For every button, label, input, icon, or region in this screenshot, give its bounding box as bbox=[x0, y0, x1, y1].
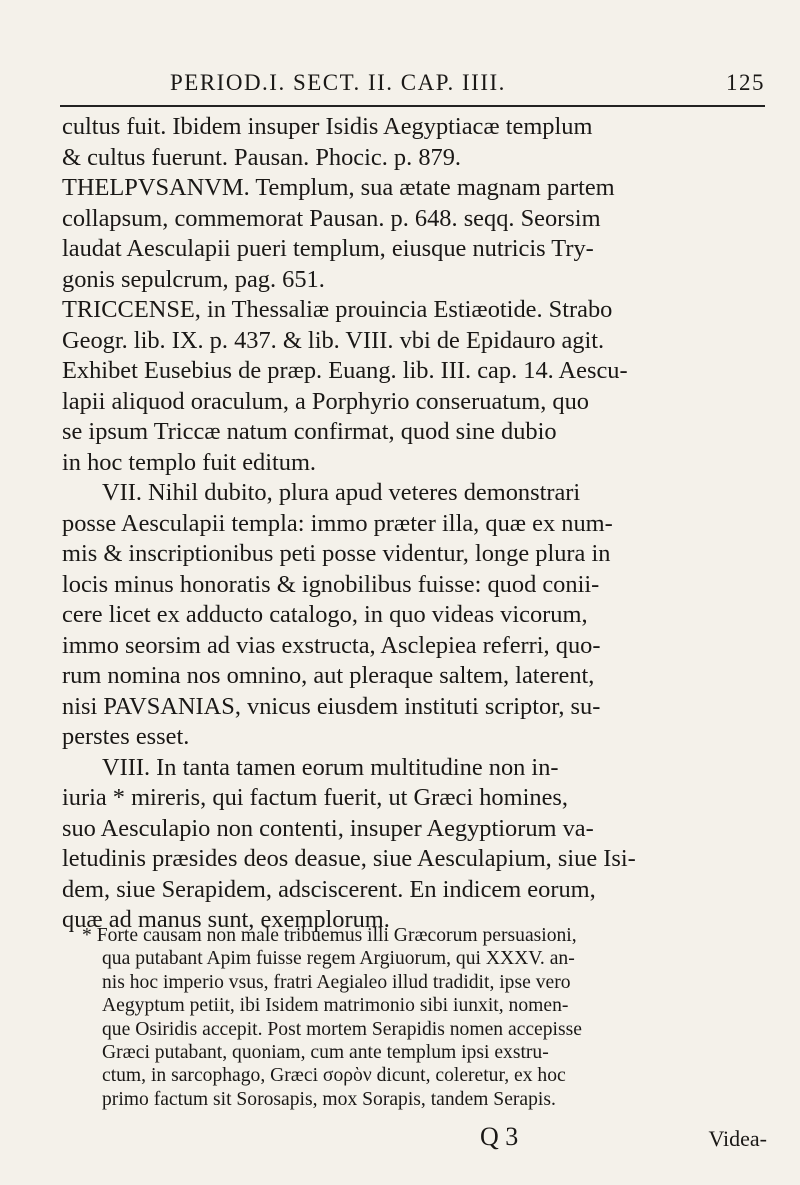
text-line: laudat Aesculapii pueri templum, eiusque nutricis Try- bbox=[62, 235, 594, 262]
text-line: THELPVSANVM. Templum, sua ætate magnam partem bbox=[62, 174, 615, 201]
text-line: cultus fuit. Ibidem insuper Isidis Aegyptiacæ templum bbox=[62, 113, 593, 140]
text-line: suo Aesculapio non contenti, insuper Aegyptiorum va- bbox=[62, 814, 594, 842]
footnote-line: primo factum sit Sorosapis, mox Sorapis, tandem Serapis. bbox=[102, 1088, 556, 1110]
text-line: TRICCENSE, in Thessaliæ prouincia Estiæotide. Strabo bbox=[62, 296, 613, 323]
text-line: locis minus honoratis & ignobilibus fuisse: quod conii- bbox=[62, 570, 600, 598]
footnote-line: Græci putabant, quoniam, cum ante templum ipsi exstru- bbox=[102, 1041, 549, 1063]
text-line: gonis sepulcrum, pag. 651. bbox=[62, 265, 325, 293]
footnote bbox=[82, 924, 768, 1111]
footnote-line: nis hoc imperio vsus, fratri Aegialeo illud tradidit, ipse vero bbox=[102, 971, 571, 993]
text-line: letudinis præsides deos deasue, siue Aesculapium, siue Isi- bbox=[62, 845, 636, 872]
catchword: Videa- bbox=[708, 1126, 767, 1151]
footnote-line: Aegyptum petiit, ibi Isidem matrimonio sibi iunxit, nomen- bbox=[102, 995, 569, 1017]
text-line: immo seorsim ad vias exstructa, Asclepiea referri, quo- bbox=[62, 631, 601, 659]
text-line: perstes esset. bbox=[62, 723, 190, 750]
footnote-line: que Osiridis accepit. Post mortem Serapidis nomen accepisse bbox=[102, 1018, 582, 1040]
text-line: quæ ad manus sunt, exemplorum. bbox=[62, 906, 390, 933]
text-line: iuria * mireris, qui factum fuerit, ut Græci homines, bbox=[62, 784, 568, 811]
header-rule bbox=[60, 105, 765, 107]
text-line: lapii aliquod oraculum, a Porphyrio conseruatum, quo bbox=[62, 387, 589, 415]
text-line: Exhibet Eusebius de præp. Euang. lib. III. cap. 14. Aescu- bbox=[62, 357, 628, 384]
footnote-line: * Forte causam non male tribuemus illi Græcorum persuasioni, bbox=[82, 925, 577, 946]
text-line: dem, siue Serapidem, adsciscerent. En indicem eorum, bbox=[62, 875, 596, 903]
text-line: & cultus fuerunt. Pausan. Phocic. p. 879. bbox=[62, 143, 462, 171]
page-number: 125 bbox=[726, 70, 765, 95]
text-line: VIII. In tanta tamen eorum multitudine non in- bbox=[102, 753, 559, 781]
text-line: rum nomina nos omnino, aut pleraque saltem, laterent, bbox=[62, 662, 595, 689]
text-line: cere licet ex adducto catalogo, in quo videas vicorum, bbox=[62, 601, 588, 628]
page-footer bbox=[62, 1122, 767, 1152]
text-line: collapsum, commemorat Pausan. p. 648. seqq. Seorsim bbox=[62, 204, 601, 232]
header-title: PERIOD.I. SECT. II. CAP. IIII. bbox=[170, 70, 506, 95]
signature-mark: Q 3 bbox=[480, 1122, 519, 1151]
main-text bbox=[62, 112, 767, 936]
footnote-line: ctum, in sarcophago, Græci σορὸν dicunt, coleretur, ex hoc bbox=[102, 1065, 566, 1087]
text-line: posse Aesculapii templa: immo præter illa, quæ ex num- bbox=[62, 509, 613, 537]
running-header bbox=[60, 64, 765, 98]
text-line: VII. Nihil dubito, plura apud veteres demonstrari bbox=[102, 479, 581, 506]
text-line: nisi PAVSANIAS, vnicus eiusdem instituti scriptor, su- bbox=[62, 692, 601, 720]
text-line: Geogr. lib. IX. p. 437. & lib. VIII. vbi de Epidauro agit. bbox=[62, 326, 605, 354]
footnote-line: qua putabant Apim fuisse regem Argiuorum, qui XXXV. an- bbox=[102, 948, 575, 970]
text-line: in hoc templo fuit editum. bbox=[62, 448, 317, 476]
text-line: mis & inscriptionibus peti posse videntur, longe plura in bbox=[62, 540, 611, 567]
text-line: se ipsum Triccæ natum confirmat, quod sine dubio bbox=[62, 418, 557, 445]
